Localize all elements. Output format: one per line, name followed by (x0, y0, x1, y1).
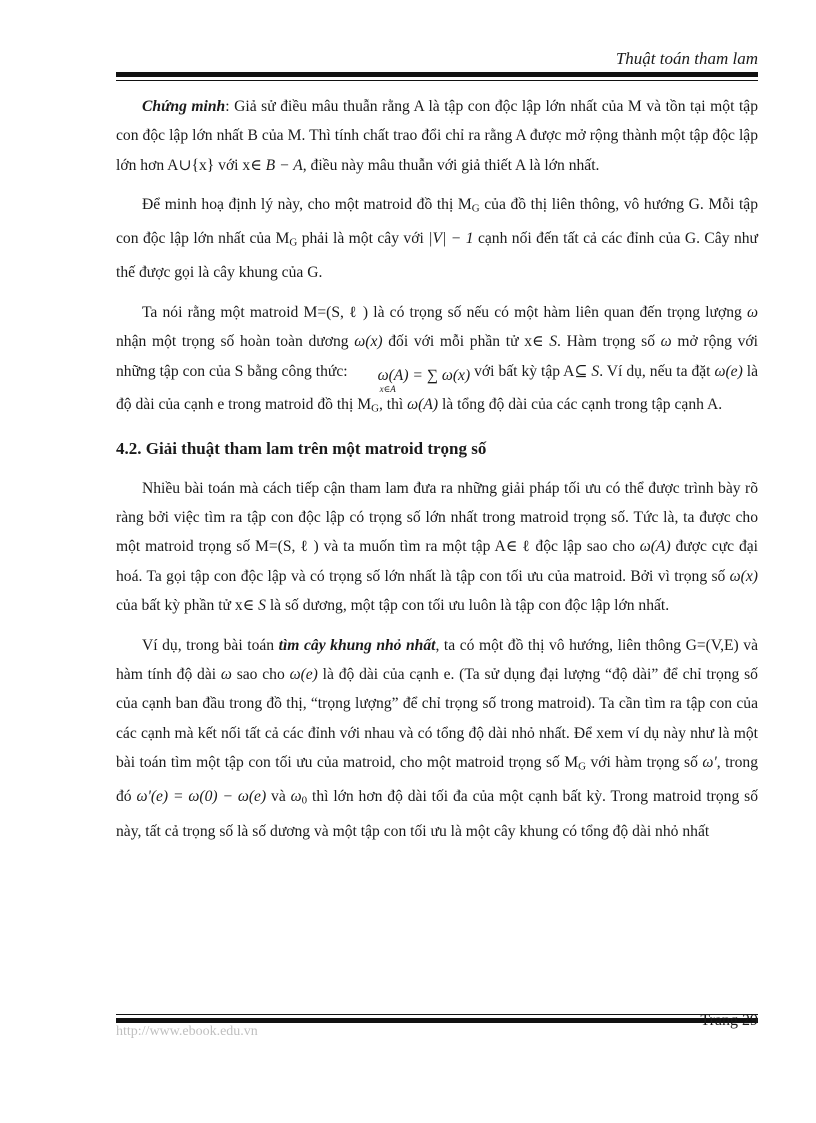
proof-label: Chứng minh (142, 98, 226, 115)
section-heading: 4.2. Giải thuật tham lam trên một matroid trọng số (116, 439, 487, 459)
paragraph-weighted-matroid: Ta nói rằng một matroid M=(S, ℓ ) là có trọng số nếu có một hàm liên quan đến trọng lượng ω nhận một trọng số hoàn toàn dương ω(x) đối với mỗi phần tử x∈ S. Hàm trọng số ω mở rộng với những tập con của S bằng công thức: ω(A) = ∑ ω(x) x∈A với bất kỳ tập A⊆ S. Ví dụ, nếu ta đặt ω(e) là độ dài của cạnh e trong matroid đồ thị $M_G$, thì ω(A) là tổng độ dài của các cạnh trong tập cạnh A. (116, 303, 759, 415)
paragraph-illustration: Để minh hoạ định lý này, cho một matroid đồ thị $M_G$ của đồ thị liên thông, vô hướng G. Mỗi tập con độc lập lớn nhất của $M_G$ phải là một cây với |V| − 1 cạnh nối đến tất cả các đỉnh của G. Cây như thế được gọi là cây khung của G. (116, 196, 758, 282)
sum-formula: ω(A) = ∑ ω(x) x∈A (377, 366, 471, 394)
paragraph-proof: Chứng minh: Giả sử điều mâu thuẫn rằng A là tập con độc lập lớn nhất của M và tồn tại một tập con độc lập lớn nhất B của M. Thì tính chất trao đổi chỉ ra rằng A được mở rộng thành một tập độc lập lớn hơn A∪{x} với x∈ B − A, điều này mâu thuẫn với giả thiết A là lớn nhất. (116, 98, 758, 174)
paragraph-greedy: Nhiều bài toán mà cách tiếp cận tham lam đưa ra những giải pháp tối ưu có thể được trình bày rõ ràng bởi việc tìm ra tập con độc lập có trọng số lớn nhất trong matroid trọng số. Tức là, ta được cho một matroid trọng số M=(S, ℓ ) và ta muốn tìm ra một tập A∈ ℓ độc lập sao cho ω(A) được cực đại hoá. Ta gọi tập con độc lập và có trọng số lớn nhất là tập con tối ưu của matroid. Bởi vì trọng số ω(x) của bất kỳ phần tử x∈ S là số dương, một tập con tối ưu luôn là tập con độc lập lớn nhất. (116, 479, 758, 615)
header-title: Thuật toán tham lam (615, 49, 758, 68)
footer-url: http://www.ebook.edu.vn (116, 1024, 258, 1039)
paragraph-spanning-tree: Ví dụ, trong bài toán tìm cây khung nhỏ nhất, ta có một đồ thị vô hướng, liên thông G=(V,E) và hàm tính độ dài ω sao cho ω(e) là độ dài của cạnh e. (Ta sử dụng đại lượng “độ dài” để chỉ trọng số của cạnh ban đầu trong đồ thị, “trọng lượng” để chỉ trọng số trong matroid). Ta cần tìm ra tập con của các cạnh mà kết nối tất cả các đỉnh với nhau và có tổng độ dài nhỏ nhất. Để xem ví dụ này như là một bài toán tìm một tập con tối ưu của matroid, cho một matroid trọng số $M_G$ với hàm trọng số ω', trong đó ω'(e) = ω(0) − ω(e) và $\omega_0$ thì lớn hơn độ dài tối đa của một cạnh bất kỳ. Trong matroid trọng số này, tất cả trọng số là số dương và một tập con tối ưu là một cây khung có tổng độ dài nhỏ nhất (116, 636, 758, 840)
page-body (116, 92, 758, 856)
header-rule-thick (116, 72, 758, 77)
footer-rule-thick (116, 1018, 758, 1023)
footer-rule-thin (116, 1014, 758, 1015)
emphasis-mst: tìm cây khung nhỏ nhất (278, 636, 436, 654)
header-rule-thin (116, 80, 758, 81)
page-number: Trang 29 (700, 1012, 758, 1029)
